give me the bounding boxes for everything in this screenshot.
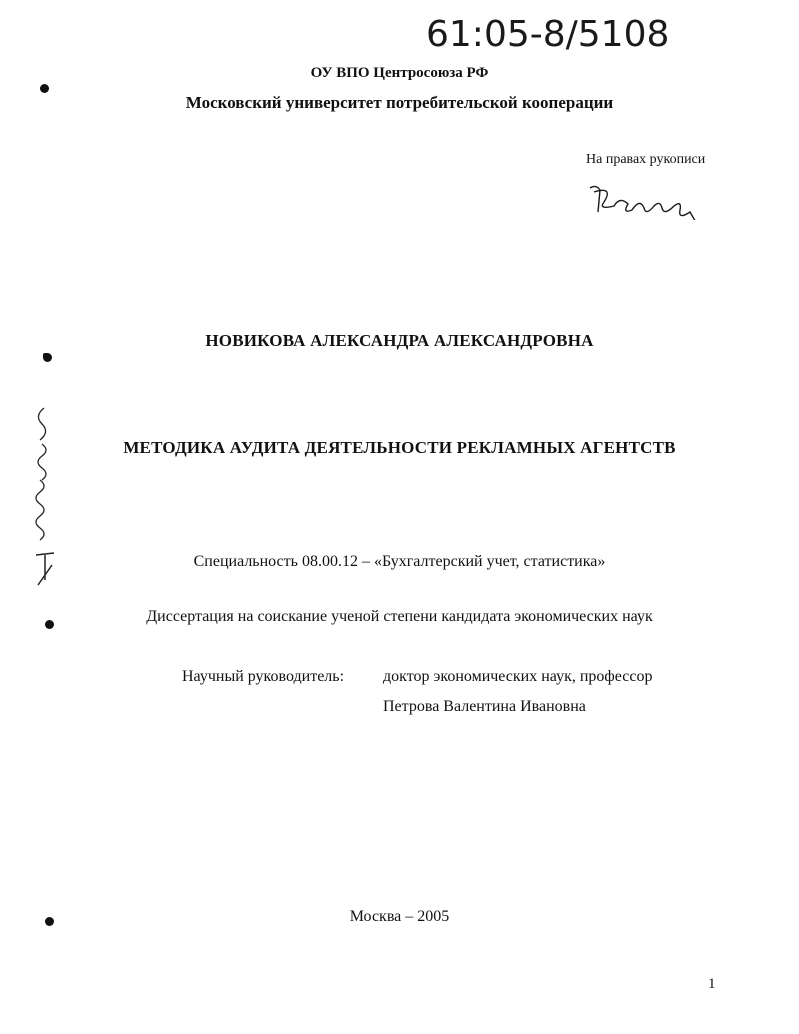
punch-mark <box>40 84 49 93</box>
specialty-line: Специальность 08.00.12 – «Бухгалтерский учет, статистика» <box>193 553 606 570</box>
organization-line-2: Московский университет потребительской кооперации <box>185 93 614 112</box>
page-number: 1 <box>708 976 716 992</box>
degree-line: Диссертация на соискание ученой степени кандидата экономических наук <box>146 608 653 625</box>
advisor-label: Научный руководитель: <box>182 668 345 685</box>
author-name: НОВИКОВА АЛЕКСАНДРА АЛЕКСАНДРОВНА <box>205 331 594 350</box>
archive-number-text: 61:05-8/5108 <box>426 14 670 54</box>
advisor-name: Петрова Валентина Ивановна <box>383 698 586 715</box>
signature-drawing <box>584 180 704 220</box>
organization-line-1: ОУ ВПО Центросоюза РФ <box>310 65 489 81</box>
manuscript-rights-note: На правах рукописи <box>586 152 706 167</box>
city-year: Москва – 2005 <box>349 908 450 925</box>
advisor-degree: доктор экономических наук, профессор <box>383 668 653 685</box>
archive-number-handwriting <box>420 8 720 54</box>
dissertation-title: МЕТОДИКА АУДИТА ДЕЯТЕЛЬНОСТИ РЕКЛАМНЫХ АГЕНТСТВ <box>123 438 676 457</box>
punch-mark <box>43 353 52 362</box>
archive-number <box>420 8 720 54</box>
signature <box>584 180 704 220</box>
